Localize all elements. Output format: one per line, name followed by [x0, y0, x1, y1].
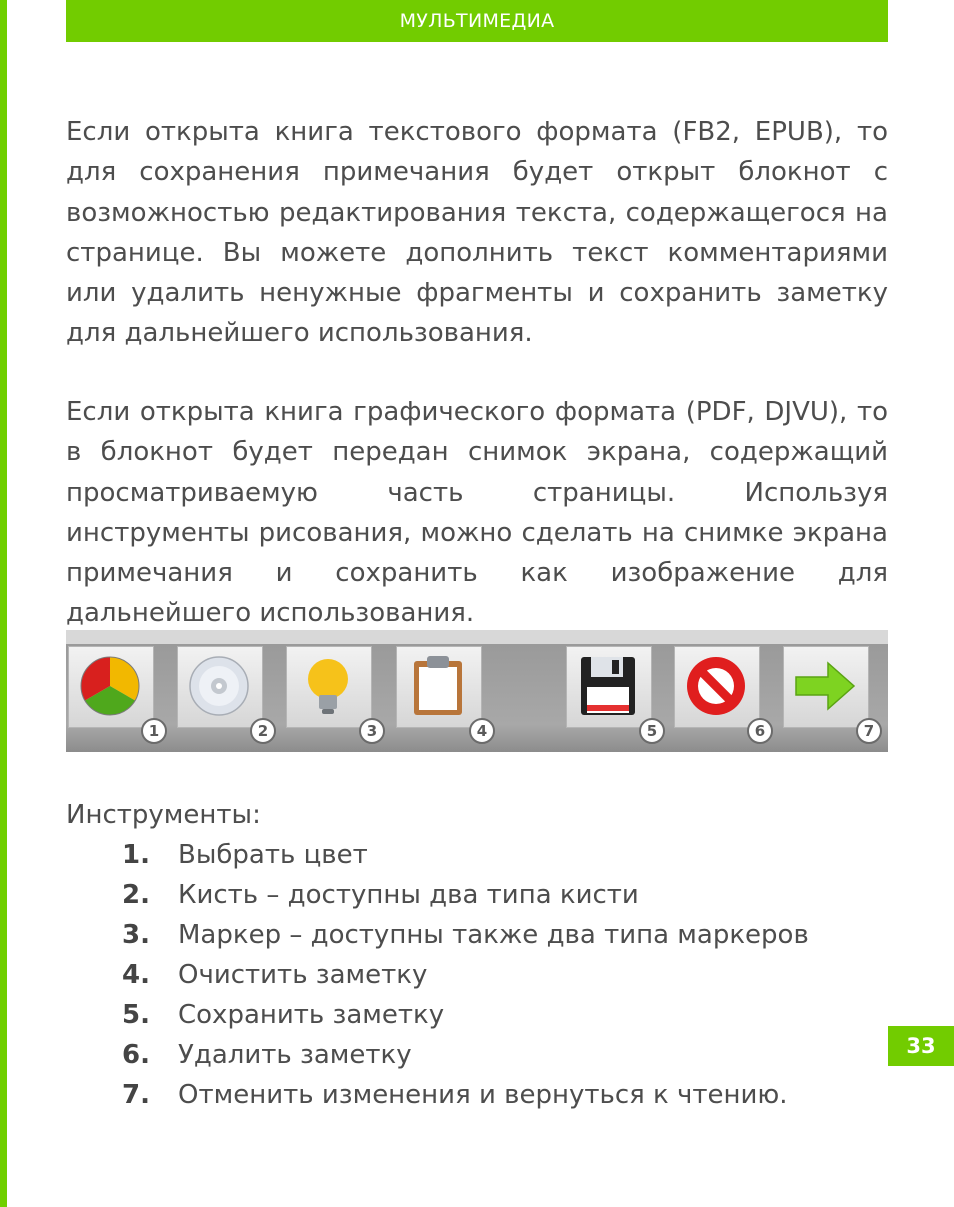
- lightbulb-marker-icon: [295, 653, 361, 719]
- no-sign-icon: [683, 653, 749, 719]
- list-item: 2. Кисть – доступны два типа кисти: [122, 880, 639, 910]
- paragraph-graphic-format: Если открыта книга графического формата (PDF, DJVU), то в блокнот будет передан снимок экрана, содержащий просматриваемую часть страницы. Используя инструменты рисования, можно сделать на снимке экрана примечания и сохранить как изображение для дальнейшего использования.: [66, 397, 888, 629]
- left-accent-bar: [0, 0, 7, 1207]
- list-item: 1. Выбрать цвет: [122, 840, 368, 870]
- section-header: МУЛЬТИМЕДИА: [66, 0, 888, 42]
- list-item: 4. Очистить заметку: [122, 960, 428, 990]
- disc-brush-icon: [186, 653, 252, 719]
- clipboard-icon: [405, 653, 471, 719]
- color-wheel-icon: [77, 653, 143, 719]
- tool-number-badge: 2: [250, 718, 276, 744]
- tool-number-badge: 4: [469, 718, 495, 744]
- clear-note-button[interactable]: [396, 646, 488, 740]
- list-item: 6. Удалить заметку: [122, 1040, 412, 1070]
- arrow-right-icon: [792, 653, 858, 719]
- notes-toolbar: [66, 630, 888, 752]
- color-picker-button[interactable]: [68, 646, 160, 740]
- tool-number-badge: 1: [141, 718, 167, 744]
- tool-number-badge: 7: [856, 718, 882, 744]
- tools-list: [66, 835, 888, 1115]
- brush-button[interactable]: [177, 646, 269, 740]
- cancel-return-button[interactable]: [783, 646, 875, 740]
- list-item: 7. Отменить изменения и вернуться к чтению.: [122, 1080, 788, 1110]
- tools-list-title: Инструменты:: [66, 800, 261, 830]
- page-number-badge: 33: [888, 1026, 954, 1066]
- tool-number-badge: 5: [639, 718, 665, 744]
- floppy-disk-icon: [575, 653, 641, 719]
- paragraph-text-format: Если открыта книга текстового формата (FB2, EPUB), то для сохранения примечания будет открыт блокнот с возможностью редактирования текста, содержащегося на странице. Вы можете дополнить текст комментариями или удалить ненужные фрагменты и сохранить заметку для дальнейшего использования.: [66, 117, 888, 349]
- tool-number-badge: 6: [747, 718, 773, 744]
- marker-button[interactable]: [286, 646, 378, 740]
- tool-number-badge: 3: [359, 718, 385, 744]
- save-note-button[interactable]: [566, 646, 658, 740]
- delete-note-button[interactable]: [674, 646, 766, 740]
- list-item: 5. Сохранить заметку: [122, 1000, 445, 1030]
- list-item: 3. Маркер – доступны также два типа маркеров: [122, 920, 809, 950]
